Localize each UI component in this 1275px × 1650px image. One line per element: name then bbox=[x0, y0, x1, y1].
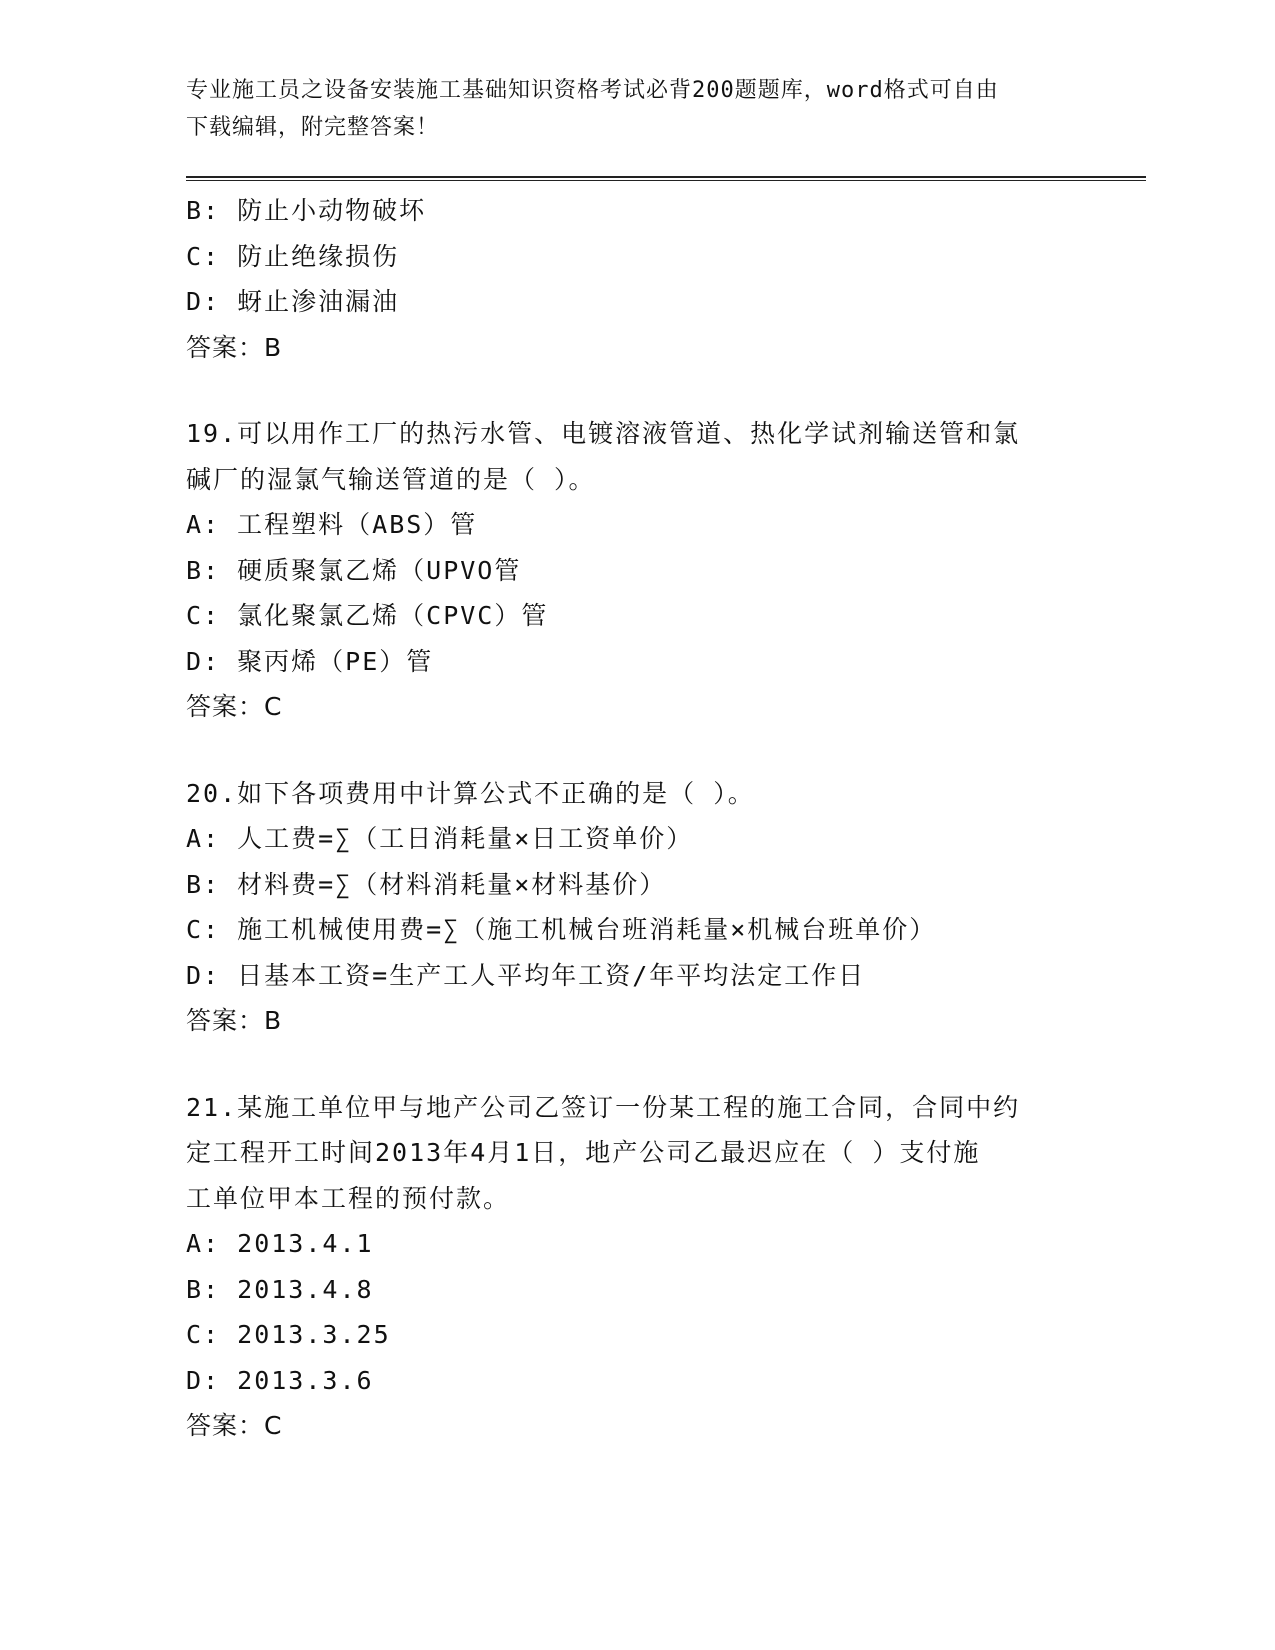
option-d: D: 日基本工资=生产工人平均年工资/年平均法定工作日 bbox=[186, 960, 866, 990]
option-c: C: 防止绝缘损伤 bbox=[186, 241, 400, 271]
question-text-line: 19.可以用作工厂的热污水管、电镀溶液管道、热化学试剂输送管和氯 bbox=[186, 419, 1021, 448]
option-c: C: 施工机械使用费=∑（施工机械台班消耗量×机械台班单价） bbox=[186, 915, 937, 944]
spacer bbox=[186, 730, 1146, 771]
question-text-line: 20.如下各项费用中计算公式不正确的是（ ）。 bbox=[186, 778, 755, 808]
question-fragment bbox=[186, 188, 1146, 370]
answer: 答案：B bbox=[186, 332, 283, 362]
answer: 答案：C bbox=[186, 1411, 283, 1440]
option-d: D: 蚜止渗油漏油 bbox=[186, 287, 400, 316]
option-d: D: 聚丙烯（PE）管 bbox=[186, 646, 434, 676]
question-text-line: 工单位甲本工程的预付款。 bbox=[186, 1183, 511, 1213]
question-text-line: 定工程开工时间2013年4月1日，地产公司乙最迟应在（ ）支付施 bbox=[186, 1138, 981, 1167]
header-divider bbox=[186, 176, 1146, 181]
document-content bbox=[186, 188, 1146, 1449]
document-header bbox=[186, 72, 1066, 146]
spacer bbox=[186, 1044, 1146, 1085]
answer: 答案：C bbox=[186, 692, 283, 721]
question-text-line: 21.某施工单位甲与地产公司乙签订一份某工程的施工合同，合同中约 bbox=[186, 1092, 1021, 1122]
option-a: A: 2013.4.1 bbox=[186, 1229, 374, 1258]
question-20 bbox=[186, 771, 1146, 1044]
option-b: B: 硬质聚氯乙烯（UPVO管 bbox=[186, 555, 522, 585]
answer: 答案：B bbox=[186, 1006, 283, 1035]
option-c: C: 氯化聚氯乙烯（CPVC）管 bbox=[186, 601, 549, 630]
question-19 bbox=[186, 411, 1146, 730]
option-b: B: 材料费=∑（材料消耗量×材料基价） bbox=[186, 869, 667, 899]
question-text-line: 碱厂的湿氯气输送管道的是（ ）。 bbox=[186, 464, 596, 494]
option-a: A: 人工费=∑（工日消耗量×日工资单价） bbox=[186, 824, 694, 853]
option-a: A: 工程塑料（ABS）管 bbox=[186, 510, 478, 539]
option-b: B: 2013.4.8 bbox=[186, 1274, 374, 1304]
header-line-2: 下载编辑，附完整答案！ bbox=[186, 115, 440, 140]
option-b: B: 防止小动物破坏 bbox=[186, 196, 427, 225]
question-21 bbox=[186, 1085, 1146, 1449]
spacer bbox=[186, 370, 1146, 411]
header-line-1: 专业施工员之设备安装施工基础知识资格考试必背200题题库，word格式可自由 bbox=[186, 78, 999, 103]
option-c: C: 2013.3.25 bbox=[186, 1320, 391, 1349]
option-d: D: 2013.3.6 bbox=[186, 1365, 374, 1395]
